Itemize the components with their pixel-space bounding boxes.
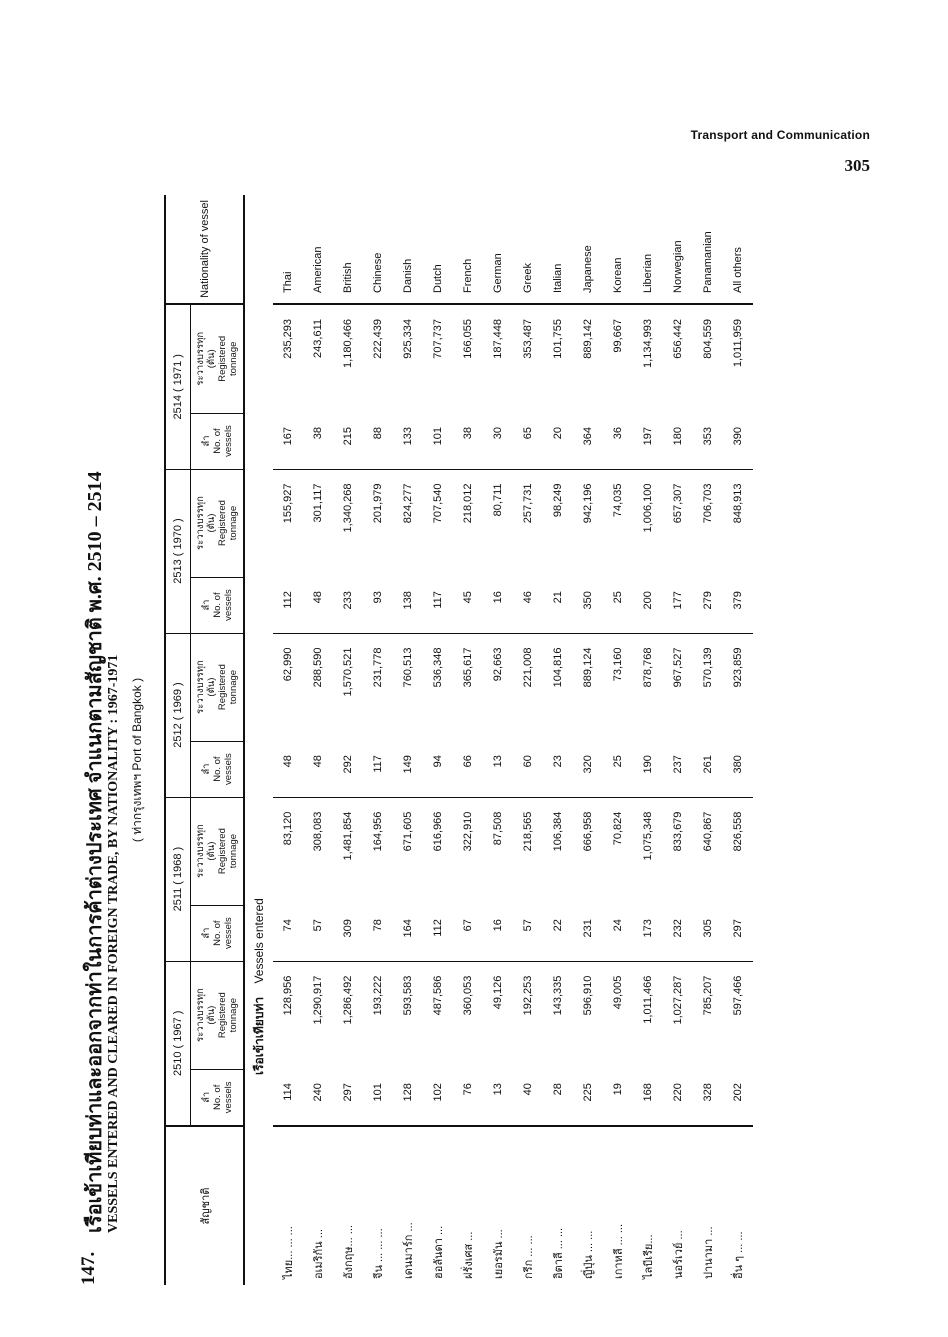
tonnage-cell: 92,663: [492, 647, 504, 682]
tonnage-cell: 187,448: [492, 319, 504, 359]
data-rows: [273, 195, 753, 1285]
nationality-thai-cell: ปานามา ...: [703, 1226, 715, 1279]
nationality-thai-cell: อเมริกัน ...: [313, 1229, 325, 1279]
vessels-cell: 94: [423, 741, 453, 797]
tonnage-header-line: (ตัน): [206, 349, 217, 369]
tonnage-cell: 74,035: [612, 483, 624, 518]
vessels-cell: 93: [363, 577, 393, 633]
vessels-cell: 328: [693, 1069, 723, 1126]
vessels-header-line: ลำ: [200, 927, 212, 939]
tonnage-cell: 360,053: [462, 975, 474, 1016]
tonnage-cell: 49,005: [612, 975, 624, 1010]
tonnage-cell: 967,527: [672, 647, 684, 688]
vessels-cell: 261: [693, 741, 723, 797]
vessels-header-line: ลำ: [200, 763, 212, 775]
vessels-cell: 237: [663, 741, 693, 797]
vessels-col-header: [191, 413, 245, 469]
vessels-cell: 350: [573, 577, 603, 633]
table-row: [693, 195, 723, 1285]
table-row: [483, 195, 513, 1285]
tonnage-cell: 942,196: [582, 483, 594, 524]
vessels-header-line: vessels: [222, 753, 234, 785]
nationality-thai-cell: อื่น ๆ ... ...: [733, 1231, 745, 1279]
tonnage-cell: 760,513: [402, 647, 414, 688]
tonnage-cell: 218,012: [462, 483, 474, 524]
vessels-cell: 133: [393, 413, 423, 469]
nationality-thai-cell: ฮอลันดา ...: [433, 1225, 445, 1279]
vessels-header-line: vessels: [222, 425, 234, 457]
year-header: 2514 ( 1971 ): [165, 304, 191, 469]
vessels-header-line: No. of: [211, 592, 223, 618]
tonnage-cell: 671,605: [402, 811, 414, 852]
vessels-cell: 36: [603, 413, 633, 469]
vessels-cell: 22: [543, 905, 573, 961]
nationality-english-cell: Thai: [273, 195, 303, 304]
vessels-header-line: No. of: [211, 920, 223, 946]
vessels-cell: 320: [573, 741, 603, 797]
page-number: 305: [844, 156, 870, 175]
vessels-header-line: ลำ: [200, 599, 212, 611]
tonnage-cell: 487,586: [432, 975, 444, 1016]
vessels-cell: 149: [393, 741, 423, 797]
vessels-cell: 190: [633, 741, 663, 797]
tonnage-cell: 706,703: [702, 483, 714, 524]
tonnage-cell: 193,222: [372, 975, 384, 1016]
table-row: [273, 195, 303, 1285]
vessels-cell: 297: [723, 905, 753, 961]
vessels-cell: 48: [303, 741, 333, 797]
tonnage-header-line: tonnage: [228, 505, 239, 541]
vessels-cell: 117: [363, 741, 393, 797]
tonnage-cell: 848,913: [732, 483, 744, 524]
vessels-cell: 24: [603, 905, 633, 961]
tonnage-header-line: tonnage: [228, 341, 239, 376]
nationality-thai-cell: เดนมาร์ก ...: [403, 1222, 415, 1279]
year-header: 2511 ( 1968 ): [165, 797, 191, 961]
nationality-english-cell: German: [483, 195, 513, 304]
tonnage-cell: 243,611: [312, 319, 324, 358]
vessels-cell: 232: [663, 905, 693, 961]
tonnage-cell: 1,290,917: [312, 975, 324, 1025]
nationality-thai-cell: เกาหลี ... ...: [613, 1223, 625, 1279]
vessels-header-line: ลำ: [200, 1091, 212, 1103]
tonnage-cell: 1,075,348: [642, 811, 654, 861]
tonnage-cell: 597,466: [732, 975, 744, 1016]
tonnage-header-line: (ตัน): [206, 841, 217, 861]
tonnage-cell: 1,011,466: [642, 975, 654, 1024]
column-subheaders: [191, 195, 245, 1285]
vessels-cell: 78: [363, 905, 393, 961]
vessels-header-line: No. of: [211, 428, 223, 454]
tonnage-cell: 889,124: [582, 647, 594, 688]
vessels-cell: 21: [543, 577, 573, 633]
nationality-english-cell: American: [303, 195, 333, 304]
tonnage-cell: 878,768: [642, 647, 654, 688]
vessels-cell: 16: [483, 905, 513, 961]
vessels-cell: 19: [603, 1069, 633, 1126]
tonnage-cell: 1,006,100: [642, 483, 654, 533]
vessels-col-header: [191, 741, 245, 797]
vessels-cell: 173: [633, 905, 663, 961]
nationality-thai-cell: ไลบีเรีย...: [643, 1234, 655, 1279]
tonnage-header-line: (ตัน): [206, 1005, 217, 1025]
tonnage-cell: 288,590: [312, 647, 324, 688]
tonnage-col-header: [191, 961, 245, 1069]
english-title: VESSELS ENTERED AND CLEARED IN FOREIGN TRADE, BY NATIONALITY : 1967-1971: [106, 654, 121, 1233]
vessels-header-line: No. of: [211, 756, 223, 782]
vessels-cell: 66: [453, 741, 483, 797]
nationality-english-cell: Liberian: [633, 195, 663, 304]
nationality-thai-cell: อิตาลี ... ...: [553, 1227, 565, 1279]
tonnage-cell: 87,508: [492, 811, 504, 846]
tonnage-cell: 596,910: [582, 975, 594, 1016]
vessels-cell: 28: [543, 1069, 573, 1126]
nationality-thai-cell: จีน ... ... ...: [373, 1228, 385, 1279]
tonnage-cell: 616,966: [432, 811, 444, 852]
nationality-english-cell: Italian: [543, 195, 573, 304]
nationality-english-cell: British: [333, 195, 363, 304]
vessels-cell: 233: [333, 577, 363, 633]
tonnage-cell: 322,910: [462, 811, 474, 852]
tonnage-cell: 49,126: [492, 975, 504, 1010]
vessels-cell: 40: [513, 1069, 543, 1126]
vessels-cell: 309: [333, 905, 363, 961]
tonnage-cell: 1,570,521: [342, 647, 354, 697]
tonnage-cell: 833,679: [672, 811, 684, 852]
tonnage-cell: 80,711: [492, 483, 504, 517]
table-row: [303, 195, 333, 1285]
vessels-cell: 20: [543, 413, 573, 469]
vessels-header-line: vessels: [222, 589, 234, 621]
tonnage-header-line: Registered: [217, 335, 228, 382]
tonnage-header-line: tonnage: [228, 997, 239, 1033]
tonnage-cell: 785,207: [702, 975, 714, 1016]
tonnage-cell: 656,442: [672, 319, 684, 359]
vessels-cell: 240: [303, 1069, 333, 1126]
table-row: [513, 195, 543, 1285]
vessels-cell: 13: [483, 1069, 513, 1126]
vessels-cell: 65: [513, 413, 543, 469]
vessels-cell: 353: [693, 413, 723, 469]
tonnage-header-line: ระวางบรรทุก: [195, 660, 206, 714]
tonnage-cell: 231,778: [372, 647, 384, 688]
vessels-cell: 60: [513, 741, 543, 797]
vessels-cell: 16: [483, 577, 513, 633]
tonnage-header-line: Registered: [217, 992, 228, 1039]
vessels-cell: 48: [303, 577, 333, 633]
tonnage-cell: 222,439: [372, 319, 384, 359]
tonnage-cell: 62,990: [282, 647, 294, 682]
vessels-cell: 215: [333, 413, 363, 469]
vessels-cell: 390: [723, 413, 753, 469]
tonnage-cell: 536,348: [432, 647, 444, 688]
nationality-thai-cell: ฝรั่งเศส ...: [463, 1231, 475, 1279]
section-label-english: Vessels entered: [251, 898, 266, 984]
table-row: [603, 195, 633, 1285]
tonnage-cell: 1,027,287: [672, 975, 684, 1025]
vessels-cell: 114: [273, 1069, 303, 1126]
nationality-english-cell: All others: [723, 195, 753, 304]
table-row: [423, 195, 453, 1285]
nationality-thai-cell: นอร์เวย์ ...: [673, 1230, 685, 1279]
tonnage-header-line: ระวางบรรทุก: [195, 824, 206, 878]
vessels-cell: 25: [603, 741, 633, 797]
vessels-cell: 112: [273, 577, 303, 633]
year-header: 2513 ( 1970 ): [165, 469, 191, 633]
nationality-english-cell: Danish: [393, 195, 423, 304]
vessels-cell: 45: [453, 577, 483, 633]
section-title: Transport and Communication: [690, 128, 870, 142]
table-row: [543, 195, 573, 1285]
vessels-cell: 364: [573, 413, 603, 469]
nationality-english-cell: Panamanian: [693, 195, 723, 304]
tonnage-col-header: [191, 797, 245, 905]
nationality-english-cell: French: [453, 195, 483, 304]
vessels-cell: 168: [633, 1069, 663, 1126]
vessels-header-line: vessels: [222, 1081, 234, 1114]
vessels-cell: 164: [393, 905, 423, 961]
tonnage-cell: 99,667: [612, 319, 624, 353]
nationality-english-cell: Norwegian: [663, 195, 693, 304]
tonnage-col-header: [191, 633, 245, 741]
table-row: [363, 195, 393, 1285]
vessels-cell: 48: [273, 741, 303, 797]
vessels-cell: 167: [273, 413, 303, 469]
tonnage-header-line: ระวางบรรทุก: [195, 496, 206, 550]
vessels-cell: 225: [573, 1069, 603, 1126]
tonnage-header-line: ระวางบรรทุก: [195, 988, 206, 1043]
tonnage-cell: 106,384: [552, 811, 564, 852]
tonnage-cell: 353,487: [522, 319, 534, 359]
tonnage-cell: 73,160: [612, 647, 624, 682]
tonnage-cell: 570,139: [702, 647, 714, 688]
vessels-cell: 25: [603, 577, 633, 633]
tonnage-cell: 365,617: [462, 647, 474, 688]
tonnage-cell: 1,286,492: [342, 975, 354, 1025]
vessels-cell: 128: [393, 1069, 423, 1126]
vessels-col-header: [191, 1069, 245, 1126]
vessels-cell: 102: [423, 1069, 453, 1126]
vessels-cell: 57: [303, 905, 333, 961]
tonnage-cell: 804,559: [702, 319, 714, 359]
tonnage-col-header: [191, 469, 245, 577]
vessels-cell: 305: [693, 905, 723, 961]
tonnage-cell: 707,737: [432, 319, 444, 359]
nationality-thai-cell: ญี่ปุ่น ... ...: [583, 1230, 595, 1279]
tonnage-cell: 101,755: [552, 319, 564, 359]
vessels-cell: 379: [723, 577, 753, 633]
vessels-cell: 57: [513, 905, 543, 961]
tonnage-cell: 257,731: [522, 483, 534, 524]
vessels-cell: 76: [453, 1069, 483, 1126]
vessels-cell: 101: [423, 413, 453, 469]
vessels-cell: 297: [333, 1069, 363, 1126]
vessels-cell: 279: [693, 577, 723, 633]
vessels-header-line: No. of: [211, 1084, 223, 1111]
tonnage-cell: 1,011,959: [732, 319, 744, 368]
tonnage-cell: 218,565: [522, 811, 534, 852]
tonnage-cell: 166,055: [462, 319, 474, 359]
nationality-english-header: Nationality of vessel: [165, 195, 244, 304]
nationality-english-cell: Chinese: [363, 195, 393, 304]
tonnage-cell: 98,249: [552, 483, 564, 518]
tonnage-cell: 1,481,854: [342, 811, 354, 861]
vessels-cell: 200: [633, 577, 663, 633]
vessels-cell: 30: [483, 413, 513, 469]
tonnage-cell: 666,958: [582, 811, 594, 852]
nationality-english-cell: Greek: [513, 195, 543, 304]
vessels-cell: 38: [303, 413, 333, 469]
tonnage-cell: 657,307: [672, 483, 684, 524]
table-row: [663, 195, 693, 1285]
nationality-thai-cell: เยอรมัน ...: [493, 1229, 505, 1279]
tonnage-header-line: Registered: [217, 664, 228, 711]
tonnage-header-line: ระวางบรรทุก: [195, 331, 206, 386]
year-header: 2512 ( 1969 ): [165, 633, 191, 797]
vessels-cell: 23: [543, 741, 573, 797]
tonnage-cell: 104,816: [552, 647, 564, 688]
tonnage-cell: 164,956: [372, 811, 384, 852]
tonnage-cell: 707,540: [432, 483, 444, 524]
tonnage-cell: 235,293: [282, 319, 294, 359]
vessels-cell: 112: [423, 905, 453, 961]
rotated-table-block: [78, 175, 798, 1285]
vessels-cell: 380: [723, 741, 753, 797]
section-label-thai: เรือเข้าเทียบท่า: [251, 996, 266, 1075]
vessels-table: [164, 195, 753, 1285]
nationality-english-cell: Korean: [603, 195, 633, 304]
vessels-cell: 117: [423, 577, 453, 633]
tonnage-header-line: (ตัน): [206, 513, 217, 533]
tonnage-header-line: Registered: [217, 828, 228, 875]
vessels-cell: 231: [573, 905, 603, 961]
vessels-cell: 13: [483, 741, 513, 797]
vessels-cell: 38: [453, 413, 483, 469]
tonnage-col-header: [191, 304, 245, 413]
vessels-col-header: [191, 905, 245, 961]
table-row: [573, 195, 603, 1285]
vessels-cell: 292: [333, 741, 363, 797]
nationality-thai-cell: ไทย... ... ...: [283, 1226, 295, 1279]
vessels-cell: 197: [633, 413, 663, 469]
table-row: [723, 195, 753, 1285]
tonnage-cell: 1,180,466: [342, 319, 354, 368]
tonnage-cell: 923,859: [732, 647, 744, 688]
tonnage-cell: 201,979: [372, 483, 384, 524]
vessels-header-line: vessels: [222, 917, 234, 949]
vessels-cell: 88: [363, 413, 393, 469]
tonnage-cell: 221,008: [522, 647, 534, 688]
vessels-cell: 220: [663, 1069, 693, 1126]
year-header: 2510 ( 1967 ): [165, 961, 191, 1126]
table-number: 147.: [78, 1251, 99, 1285]
page-header: [691, 128, 870, 176]
nationality-thai-cell: กรีก ... ...: [523, 1235, 535, 1279]
nationality-english-cell: Japanese: [573, 195, 603, 304]
tonnage-cell: 889,142: [582, 319, 594, 359]
tonnage-cell: 824,277: [402, 483, 414, 524]
tonnage-cell: 640,867: [702, 811, 714, 852]
table-row: [633, 195, 663, 1285]
thai-title: เรือเข้าเทียบท่าและออกจากท่าในการค้าต่างประเทศ จำแนกตามสัญชาติ พ.ศ. 2510 – 2514: [84, 471, 106, 1233]
vessels-cell: 202: [723, 1069, 753, 1126]
tonnage-cell: 1,134,993: [642, 319, 654, 368]
vessels-cell: 177: [663, 577, 693, 633]
vessels-cell: 101: [363, 1069, 393, 1126]
tonnage-header-line: tonnage: [228, 833, 239, 869]
vessels-cell: 138: [393, 577, 423, 633]
nationality-thai-header: สัญชาติ: [165, 1126, 244, 1285]
nationality-thai-cell: อังกฤษ... ...: [343, 1225, 355, 1279]
tonnage-header-line: Registered: [217, 500, 228, 547]
tonnage-cell: 925,334: [402, 319, 414, 359]
tonnage-cell: 128,956: [282, 975, 294, 1016]
table-row: [333, 195, 363, 1285]
tonnage-cell: 593,583: [402, 975, 414, 1016]
section-header-row: [244, 195, 273, 1285]
tonnage-header-line: (ตัน): [206, 677, 217, 697]
tonnage-header-line: tonnage: [228, 669, 239, 705]
nationality-english-cell: Dutch: [423, 195, 453, 304]
vessels-cell: 46: [513, 577, 543, 633]
tonnage-cell: 1,340,268: [342, 483, 354, 533]
tonnage-cell: 192,253: [522, 975, 534, 1016]
tonnage-cell: 826,558: [732, 811, 744, 852]
table-row: [453, 195, 483, 1285]
tonnage-cell: 301,117: [312, 483, 324, 523]
tonnage-cell: 308,083: [312, 811, 324, 852]
vessels-cell: 74: [273, 905, 303, 961]
vessels-cell: 180: [663, 413, 693, 469]
tonnage-cell: 70,824: [612, 811, 624, 846]
tonnage-cell: 143,335: [552, 975, 564, 1016]
vessels-col-header: [191, 577, 245, 633]
tonnage-cell: 83,120: [282, 811, 294, 846]
tonnage-cell: 155,927: [282, 483, 294, 524]
vessels-header-line: ลำ: [200, 435, 212, 447]
port-subtitle: ( ท่ากรุงเทพฯ Port of Bangkok ): [130, 677, 144, 843]
vessels-cell: 67: [453, 905, 483, 961]
table-row: [393, 195, 423, 1285]
